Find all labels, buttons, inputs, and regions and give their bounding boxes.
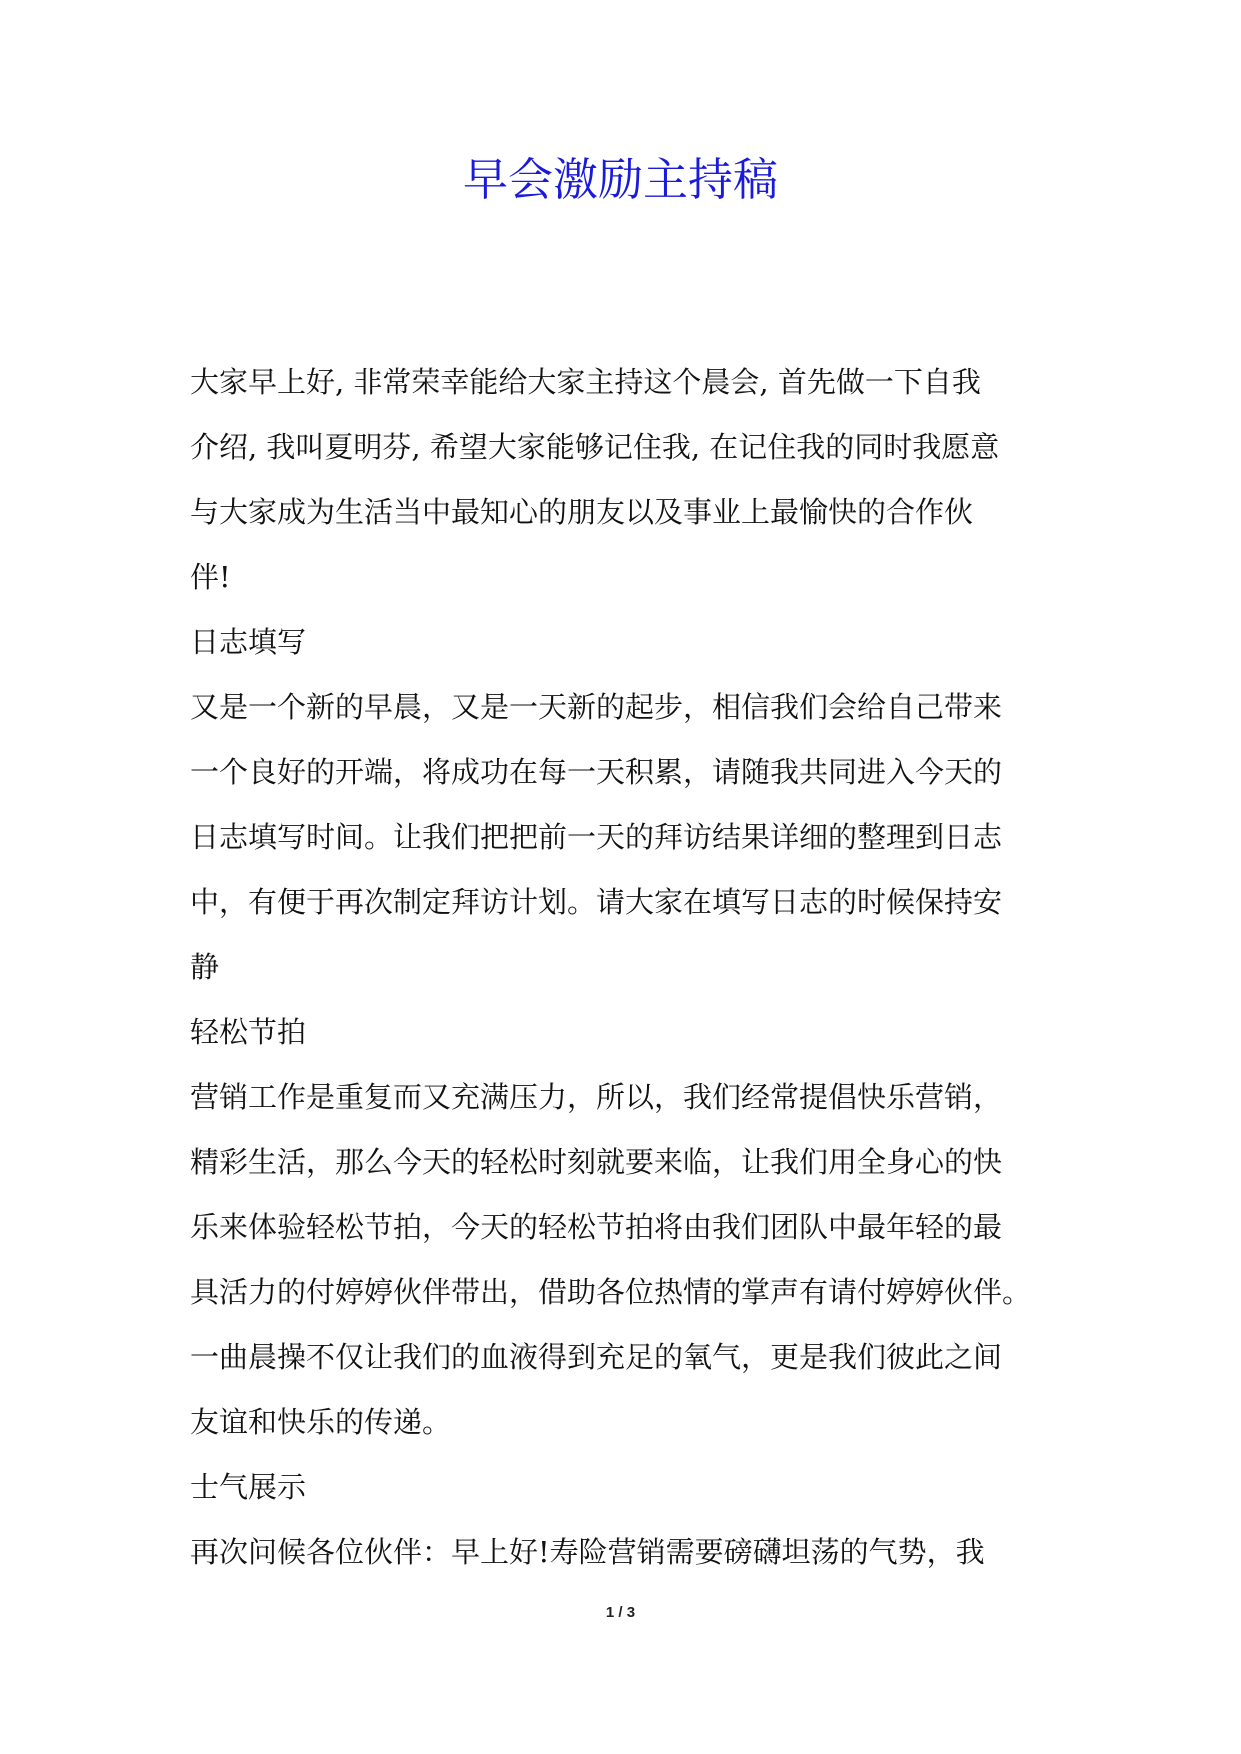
- text-line: 一个良好的开端，将成功在每一天积累，请随我共同进入今天的: [190, 755, 1003, 789]
- text-line: 友谊和快乐的传递。: [190, 1405, 452, 1439]
- text-line: 伴!: [190, 560, 231, 594]
- document-title: 早会激励主持稿: [462, 153, 778, 206]
- text-line: 营销工作是重复而又充满压力，所以，我们经常提倡快乐营销，: [190, 1080, 1003, 1114]
- section-heading-log: 日志填写: [190, 625, 307, 659]
- text-line: 一曲晨操不仅让我们的血液得到充足的氧气，更是我们彼此之间: [190, 1340, 1003, 1374]
- text-line: 又是一个新的早晨，又是一天新的起步，相信我们会给自己带来: [190, 690, 1003, 724]
- text-line: 乐来体验轻松节拍，今天的轻松节拍将由我们团队中最年轻的最: [190, 1210, 1003, 1244]
- section-heading-morale: 士气展示: [190, 1470, 307, 1504]
- document-body: [190, 350, 1060, 1585]
- text-line: 中，有便于再次制定拜访计划。请大家在填写日志的时候保持安: [190, 885, 1003, 919]
- text-line: 静: [190, 950, 220, 984]
- text-line: 日志填写时间。让我们把把前一天的拜访结果详细的整理到日志: [190, 820, 1003, 854]
- page-number: 1 / 3: [605, 1604, 636, 1621]
- text-line: 具活力的付婷婷伙伴带出，借助各位热情的掌声有请付婷婷伙伴。: [190, 1275, 1032, 1309]
- text-line: 精彩生活，那么今天的轻松时刻就要来临，让我们用全身心的快: [190, 1145, 1003, 1179]
- section-heading-rhythm: 轻松节拍: [190, 1015, 307, 1049]
- text-line: 介绍, 我叫夏明芬, 希望大家能够记住我, 在记住我的同时我愿意: [190, 430, 1000, 464]
- text-line: 与大家成为生活当中最知心的朋友以及事业上最愉快的合作伙: [190, 495, 974, 529]
- text-line: 再次问候各位伙伴：早上好!寿险营销需要磅礴坦荡的气势，我: [190, 1535, 985, 1569]
- text-line: 大家早上好, 非常荣幸能给大家主持这个晨会, 首先做一下自我: [190, 365, 981, 399]
